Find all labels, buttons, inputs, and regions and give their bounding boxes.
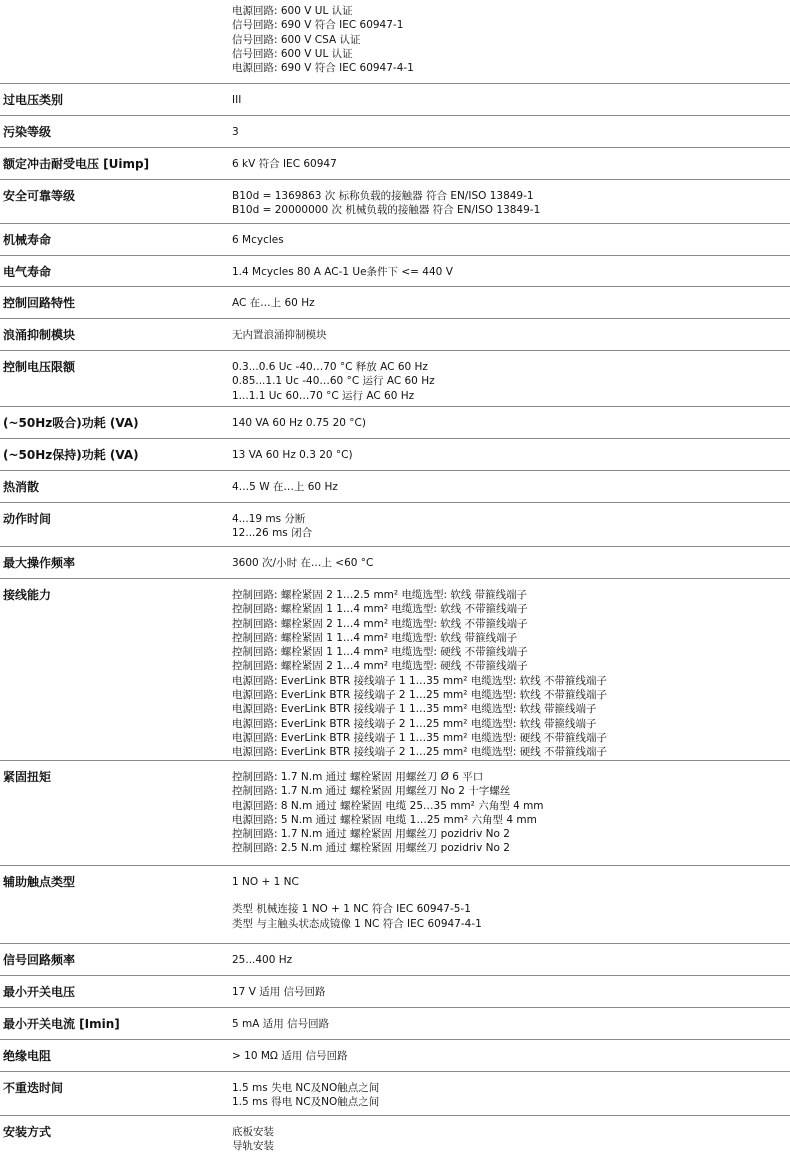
spec-values xyxy=(232,116,790,147)
spec-row xyxy=(0,256,790,287)
spec-value: 控制回路: 螺栓紧固 1 1…4 mm² 电缆选型: 硬线 不带箍线端子 xyxy=(232,646,528,659)
spec-value: 控制回路: 螺栓紧固 2 1…4 mm² 电缆选型: 硬线 不带箍线端子 xyxy=(232,660,528,673)
spec-values xyxy=(232,407,790,438)
spec-label: (~50Hz保持)功耗 (VA) xyxy=(3,448,139,462)
spec-value: 电源回路: EverLink BTR 接线端子 2 1…25 mm² 电缆选型: 软线 带箍线端子 xyxy=(232,717,597,730)
spec-row xyxy=(0,471,790,503)
spec-value: III xyxy=(232,94,242,106)
spec-value: 1...1.1 Uc 60…70 °C 运行 AC 60 Hz xyxy=(232,389,415,402)
spec-value: 控制回路: 2.5 N.m 通过 螺栓紧固 用螺丝刀 pozidriv No 2 xyxy=(232,842,510,855)
spec-values xyxy=(232,0,790,83)
spec-values xyxy=(232,224,790,255)
spec-label: 最小开关电压 xyxy=(3,985,76,999)
spec-value: 12...26 ms 闭合 xyxy=(232,527,313,540)
spec-value: 导轨安装 xyxy=(232,1140,274,1153)
spec-values xyxy=(232,319,790,350)
spec-row xyxy=(0,439,790,471)
spec-label: 信号回路频率 xyxy=(3,953,76,967)
spec-values xyxy=(232,471,790,502)
spec-label: 安装方式 xyxy=(3,1125,52,1139)
spec-value: > 10 MΩ 适用 信号回路 xyxy=(232,1050,348,1062)
spec-values xyxy=(232,256,790,286)
spec-row xyxy=(0,1072,790,1116)
spec-values xyxy=(232,1040,790,1071)
spec-row xyxy=(0,84,790,116)
spec-label: 最大操作频率 xyxy=(3,556,76,570)
spec-values xyxy=(232,866,790,943)
spec-label: 接线能力 xyxy=(3,588,52,602)
spec-label: 污染等级 xyxy=(3,125,52,139)
spec-label: 热消散 xyxy=(3,480,40,494)
spec-label: 额定冲击耐受电压 [Uimp] xyxy=(3,157,150,171)
spec-value: 控制回路: 螺栓紧固 1 1…4 mm² 电缆选型: 软线 带箍线端子 xyxy=(232,631,518,644)
spec-values xyxy=(232,180,790,223)
spec-values xyxy=(232,944,790,975)
spec-row xyxy=(0,579,790,761)
spec-row xyxy=(0,148,790,180)
spec-value: 0.85...1.1 Uc -40…60 °C 运行 AC 60 Hz xyxy=(232,375,435,388)
spec-value: 电源回路: 600 V UL 认证 xyxy=(232,5,353,17)
spec-row xyxy=(0,1116,790,1160)
spec-value: 控制回路: 1.7 N.m 通过 螺栓紧固 用螺丝刀 Ø 6 平口 xyxy=(232,771,484,783)
spec-row xyxy=(0,180,790,224)
spec-label xyxy=(0,0,232,83)
spec-value: 0.3...0.6 Uc -40…70 °C 释放 AC 60 Hz xyxy=(232,361,428,373)
spec-value: 3 xyxy=(232,126,239,138)
spec-row xyxy=(0,866,790,944)
spec-value: 6 kV 符合 IEC 60947 xyxy=(232,158,337,170)
spec-value: 25...400 Hz xyxy=(232,954,293,966)
spec-value: 电源回路: EverLink BTR 接线端子 2 1…25 mm² 电缆选型: 硬线 不带箍线端子 xyxy=(232,746,608,759)
spec-row xyxy=(0,1040,790,1072)
spec-values xyxy=(232,439,790,470)
spec-value-spacer xyxy=(232,889,790,902)
spec-values xyxy=(232,351,790,406)
spec-values xyxy=(232,287,790,318)
spec-row xyxy=(0,976,790,1008)
spec-label: 辅助触点类型 xyxy=(3,875,76,889)
spec-value: 电源回路: 690 V 符合 IEC 60947-4-1 xyxy=(232,62,414,75)
spec-value: 电源回路: 8 N.m 通过 螺栓紧固 电缆 25…35 mm² 六角型 4 mm xyxy=(232,799,544,812)
spec-label: (~50Hz吸合)功耗 (VA) xyxy=(3,416,139,430)
spec-value: 控制回路: 1.7 N.m 通过 螺栓紧固 用螺丝刀 No 2 十字螺丝 xyxy=(232,785,511,798)
spec-value: 电源回路: EverLink BTR 接线端子 1 1…35 mm² 电缆选型: 软线 带箍线端子 xyxy=(232,703,597,716)
spec-values xyxy=(232,1072,790,1115)
spec-row xyxy=(0,116,790,148)
spec-values xyxy=(232,579,790,760)
spec-value: 4…5 W 在…上 60 Hz xyxy=(232,481,338,493)
spec-row xyxy=(0,1008,790,1040)
spec-values xyxy=(232,503,790,546)
spec-label: 浪涌抑制模块 xyxy=(3,328,76,342)
spec-label: 紧固扭矩 xyxy=(3,770,52,784)
spec-values xyxy=(232,148,790,179)
spec-value: 6 Mcycles xyxy=(232,234,284,246)
spec-value: 1 NO + 1 NC xyxy=(232,876,299,888)
spec-label: 机械寿命 xyxy=(3,233,52,247)
spec-label: 控制电压限额 xyxy=(3,360,76,374)
spec-values xyxy=(232,1116,790,1160)
spec-value: 控制回路: 螺栓紧固 2 1…2.5 mm² 电缆选型: 软线 带箍线端子 xyxy=(232,589,528,601)
spec-value: 3600 次/小时 在…上 <60 °C xyxy=(232,557,374,569)
spec-value: 信号回路: 600 V CSA 认证 xyxy=(232,33,361,46)
spec-values xyxy=(232,761,790,865)
spec-value: B10d = 1369863 次 标称负载的接触器 符合 EN/ISO 13849-1 xyxy=(232,190,534,202)
spec-value: 电源回路: EverLink BTR 接线端子 1 1…35 mm² 电缆选型: 硬线 不带箍线端子 xyxy=(232,731,608,744)
spec-row xyxy=(0,944,790,976)
spec-label: 电气寿命 xyxy=(3,265,52,279)
spec-row xyxy=(0,407,790,439)
spec-value: 电源回路: 5 N.m 通过 螺栓紧固 电缆 1…25 mm² 六角型 4 mm xyxy=(232,813,537,826)
spec-values xyxy=(232,1008,790,1039)
spec-value: 13 VA 60 Hz 0.3 20 °C) xyxy=(232,449,353,461)
spec-value: 信号回路: 600 V UL 认证 xyxy=(232,47,353,60)
spec-values xyxy=(232,976,790,1007)
spec-value: B10d = 20000000 次 机械负载的接触器 符合 EN/ISO 13849-1 xyxy=(232,204,541,217)
spec-value: AC 在…上 60 Hz xyxy=(232,297,315,309)
spec-value: 控制回路: 螺栓紧固 2 1…4 mm² 电缆选型: 软线 不带箍线端子 xyxy=(232,617,528,630)
spec-values xyxy=(232,547,790,578)
spec-label: 不重迭时间 xyxy=(3,1081,64,1095)
spec-row xyxy=(0,224,790,256)
spec-row xyxy=(0,287,790,319)
spec-row xyxy=(0,547,790,579)
spec-value: 无内置浪涌抑制模块 xyxy=(232,329,327,341)
spec-row xyxy=(0,351,790,407)
spec-label: 动作时间 xyxy=(3,512,52,526)
spec-label: 控制回路特性 xyxy=(3,296,76,310)
spec-value: 控制回路: 1.7 N.m 通过 螺栓紧固 用螺丝刀 pozidriv No 2 xyxy=(232,828,510,841)
spec-value: 17 V 适用 信号回路 xyxy=(232,986,326,998)
spec-value: 电源回路: EverLink BTR 接线端子 2 1…25 mm² 电缆选型: 软线 不带箍线端子 xyxy=(232,689,608,702)
spec-value: 1.5 ms 失电 NC及NO触点之间 xyxy=(232,1082,380,1094)
spec-value: 信号回路: 690 V 符合 IEC 60947-1 xyxy=(232,19,404,32)
spec-row xyxy=(0,0,790,84)
spec-value: 底板安装 xyxy=(232,1126,274,1138)
spec-label: 安全可靠等级 xyxy=(3,189,76,203)
spec-value: 140 VA 60 Hz 0.75 20 °C) xyxy=(232,417,366,429)
spec-label: 最小开关电流 [Imin] xyxy=(3,1017,120,1031)
spec-label: 过电压类别 xyxy=(3,93,64,107)
spec-value: 5 mA 适用 信号回路 xyxy=(232,1018,330,1030)
spec-label: 绝缘电阻 xyxy=(3,1049,52,1063)
spec-row xyxy=(0,761,790,866)
spec-row xyxy=(0,319,790,351)
spec-row xyxy=(0,503,790,547)
spec-value: 4...19 ms 分断 xyxy=(232,513,306,525)
spec-value: 1.5 ms 得电 NC及NO触点之间 xyxy=(232,1096,380,1109)
spec-values xyxy=(232,84,790,115)
spec-value: 类型 机械连接 1 NO + 1 NC 符合 IEC 60947-5-1 xyxy=(232,903,471,916)
spec-value: 类型 与主触头状态成镜像 1 NC 符合 IEC 60947-4-1 xyxy=(232,917,482,930)
spec-value: 1.4 Mcycles 80 A AC-1 Ue条件下 <= 440 V xyxy=(232,266,453,278)
spec-value: 控制回路: 螺栓紧固 1 1…4 mm² 电缆选型: 软线 不带箍线端子 xyxy=(232,603,528,616)
spec-value: 电源回路: EverLink BTR 接线端子 1 1…35 mm² 电缆选型: 软线 不带箍线端子 xyxy=(232,674,608,687)
